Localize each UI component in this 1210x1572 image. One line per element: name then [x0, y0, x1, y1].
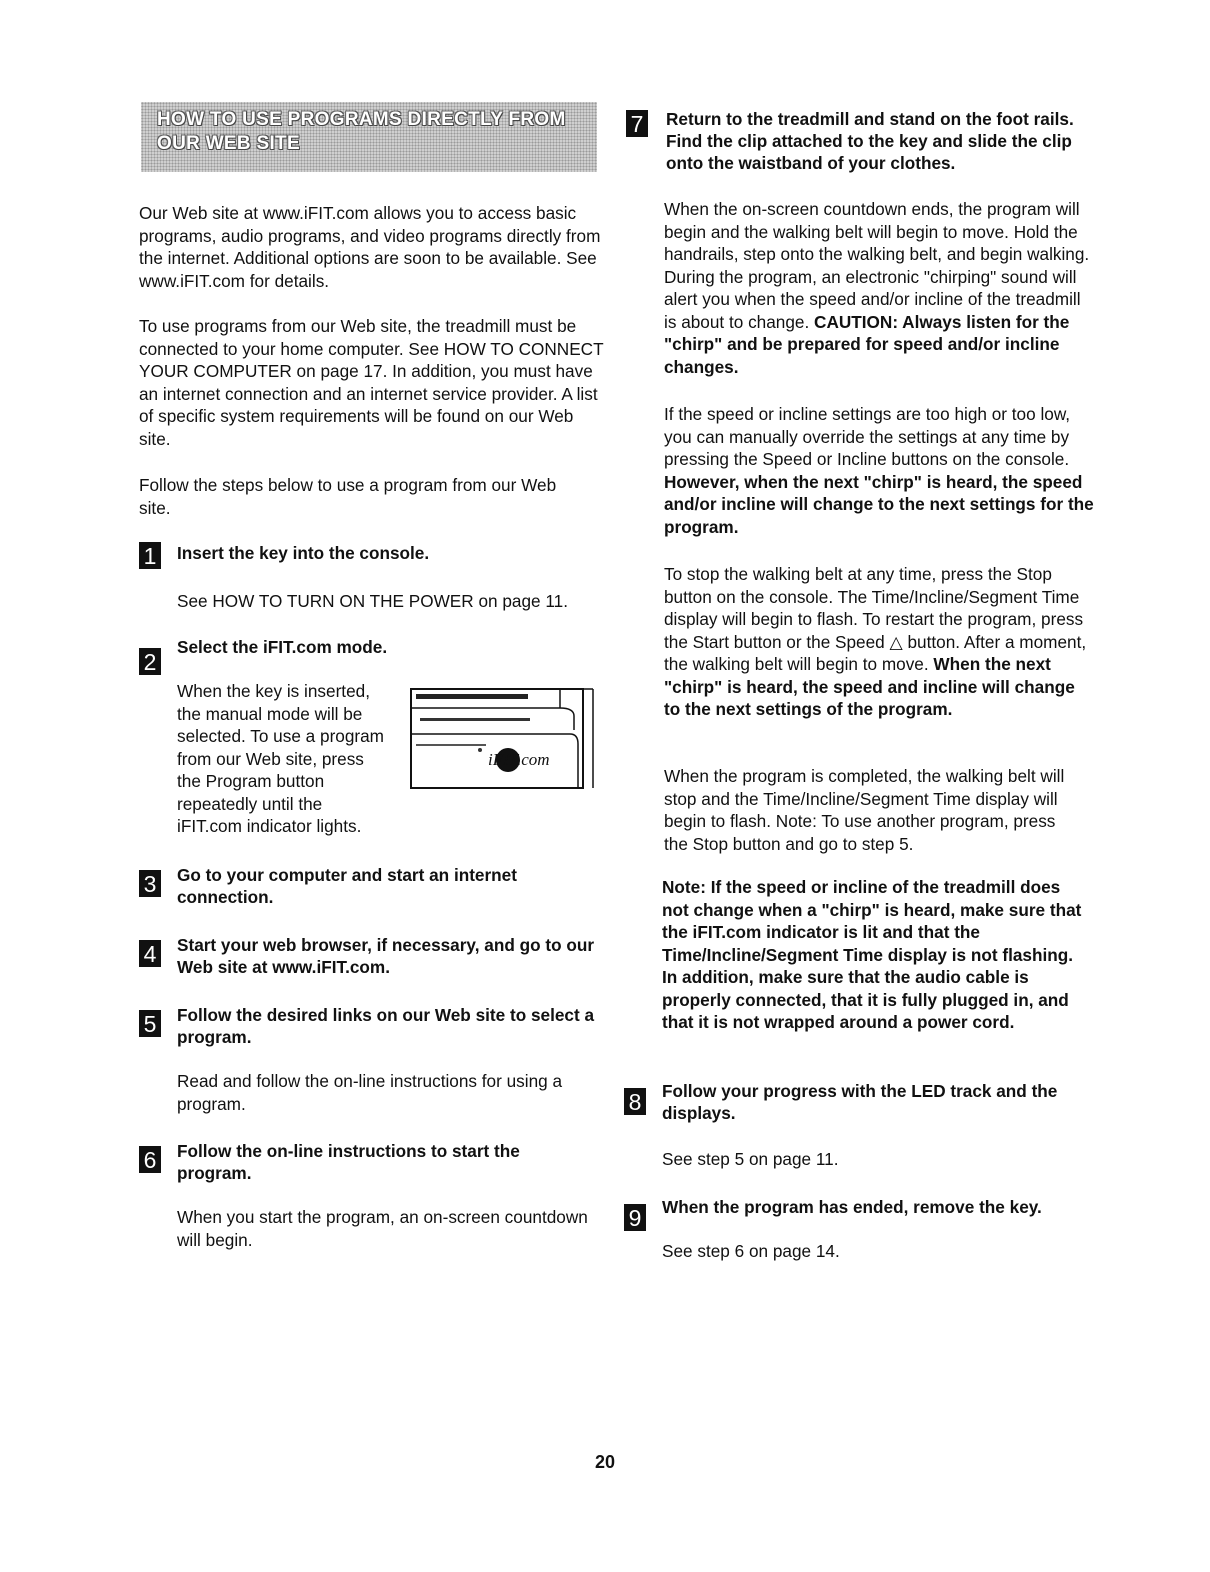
- step-7-paragraph-1-text: When the on-screen countdown ends, the program will begin and the walking belt will begin to move. Hold the handrails, step onto the walking belt, and begin walking. During the program, an electronic "chirping" sound will alert you when the speed and/or incline of the treadmill is about to change.: [664, 199, 1090, 332]
- step-number-8: 8: [624, 1088, 646, 1115]
- console-illustration: [410, 688, 594, 789]
- section-banner: [141, 102, 597, 172]
- step-7-note: Note: If the speed or incline of the treadmill does not change when a "chirp" is heard, make sure that the iFIT.com indicator is lit and that the Time/Incline/Segment Time display is not flashing. In addition, make sure that the audio cable is properly connected, that it is fully plugged in, and that it is not wrapped around a power cord.: [662, 877, 1082, 1032]
- step-2-body-text: When the key is inserted, the manual mode will be selected. To use a program from our Web site, press the Program button repeatedly until the iFIT.com indicator lights.: [177, 681, 385, 836]
- intro-paragraph-3: Follow the steps below to use a program from our Web site.: [139, 475, 557, 518]
- page-number: 20: [594, 1452, 616, 1472]
- step-number-5: 5: [139, 1010, 161, 1037]
- step-4-title: Start your web browser, if necessary, and go to our Web site at www.iFIT.com.: [177, 935, 595, 977]
- step-number-4: 4: [139, 940, 161, 967]
- intro-paragraph-1: Our Web site at www.iFIT.com allows you to access basic programs, audio programs, and video programs directly from the internet. Additional options are soon to be available. See www.iFIT.com for details.: [139, 203, 601, 291]
- step-7-paragraph-1: [664, 198, 1094, 378]
- step-3-title: Go to your computer and start an internet connection.: [177, 865, 517, 907]
- step-5-title: Follow the desired links on our Web site to select a program.: [177, 1005, 595, 1047]
- step-1-body: See HOW TO TURN ON THE POWER on page 11.: [177, 591, 568, 611]
- step-7-paragraph-4: When the program is completed, the walking belt will stop and the Time/Incline/Segment Time display will begin to flash. Note: To use another program, press the Stop button and go to step 5.: [664, 766, 1065, 854]
- step-number-7: 7: [626, 110, 648, 137]
- step-7-paragraph-2: [664, 403, 1094, 538]
- intro-paragraph-2: To use programs from our Web site, the treadmill must be connected to your home computer. See HOW TO CONNECT YOUR COMPUTER on page 17. In addition, you must have an internet connection and an internet service provider. A list of specific system requirements will be found on our Web site.: [139, 316, 604, 449]
- step-9-body: See step 6 on page 14.: [662, 1241, 840, 1261]
- step-7-paragraph-3-bold: When the next "chirp" is heard, the speed and incline will change to the next settings of the program.: [664, 654, 1075, 719]
- step-number-6: 6: [139, 1146, 161, 1173]
- caution-text: CAUTION: Always listen for the "chirp" and be prepared for speed and/or incline changes.: [664, 311, 1070, 377]
- step-7-paragraph-2-text: If the speed or incline settings are too high or too low, you can manually override the settings at any time by pressing the Speed or Incline buttons on the console.: [664, 404, 1071, 469]
- step-number-9: 9: [624, 1204, 646, 1231]
- step-6-body: When you start the program, an on-screen countdown will begin.: [177, 1207, 588, 1250]
- step-5-body: Read and follow the on-line instructions for using a program.: [177, 1071, 563, 1114]
- step-8-title: Follow your progress with the LED track and the displays.: [662, 1081, 1058, 1123]
- step-2-title: Select the iFIT.com mode.: [177, 637, 388, 657]
- step-1-title: Insert the key into the console.: [177, 543, 430, 563]
- step-number-1: 1: [139, 542, 161, 569]
- step-7-title: Return to the treadmill and stand on the foot rails. Find the clip attached to the key and slide the clip onto the waistband of your clothes.: [666, 109, 1074, 173]
- step-8-body: See step 5 on page 11.: [662, 1149, 839, 1169]
- section-title: HOW TO USE PROGRAMS DIRECTLY FROM OUR WEB SITE: [157, 109, 566, 154]
- step-number-2: 2: [139, 648, 161, 675]
- step-6-title: Follow the on-line instructions to start the program.: [177, 1141, 520, 1183]
- step-number-3: 3: [139, 870, 161, 897]
- console-logo: iFIT.com: [488, 750, 550, 769]
- step-7-paragraph-3: [664, 563, 1094, 721]
- step-9-title: When the program has ended, remove the key.: [662, 1197, 1042, 1217]
- step-7-paragraph-3-text: To stop the walking belt at any time, press the Stop button on the console. The Time/Incline/Segment Time display will begin to flash. To restart the program, press the Start button or the Speed △ button. After a moment, the walking belt will begin to move.: [664, 564, 1087, 674]
- step-7-paragraph-2-bold: However, when the next "chirp" is heard, the speed and/or incline will change to the next settings for the program.: [664, 471, 1094, 537]
